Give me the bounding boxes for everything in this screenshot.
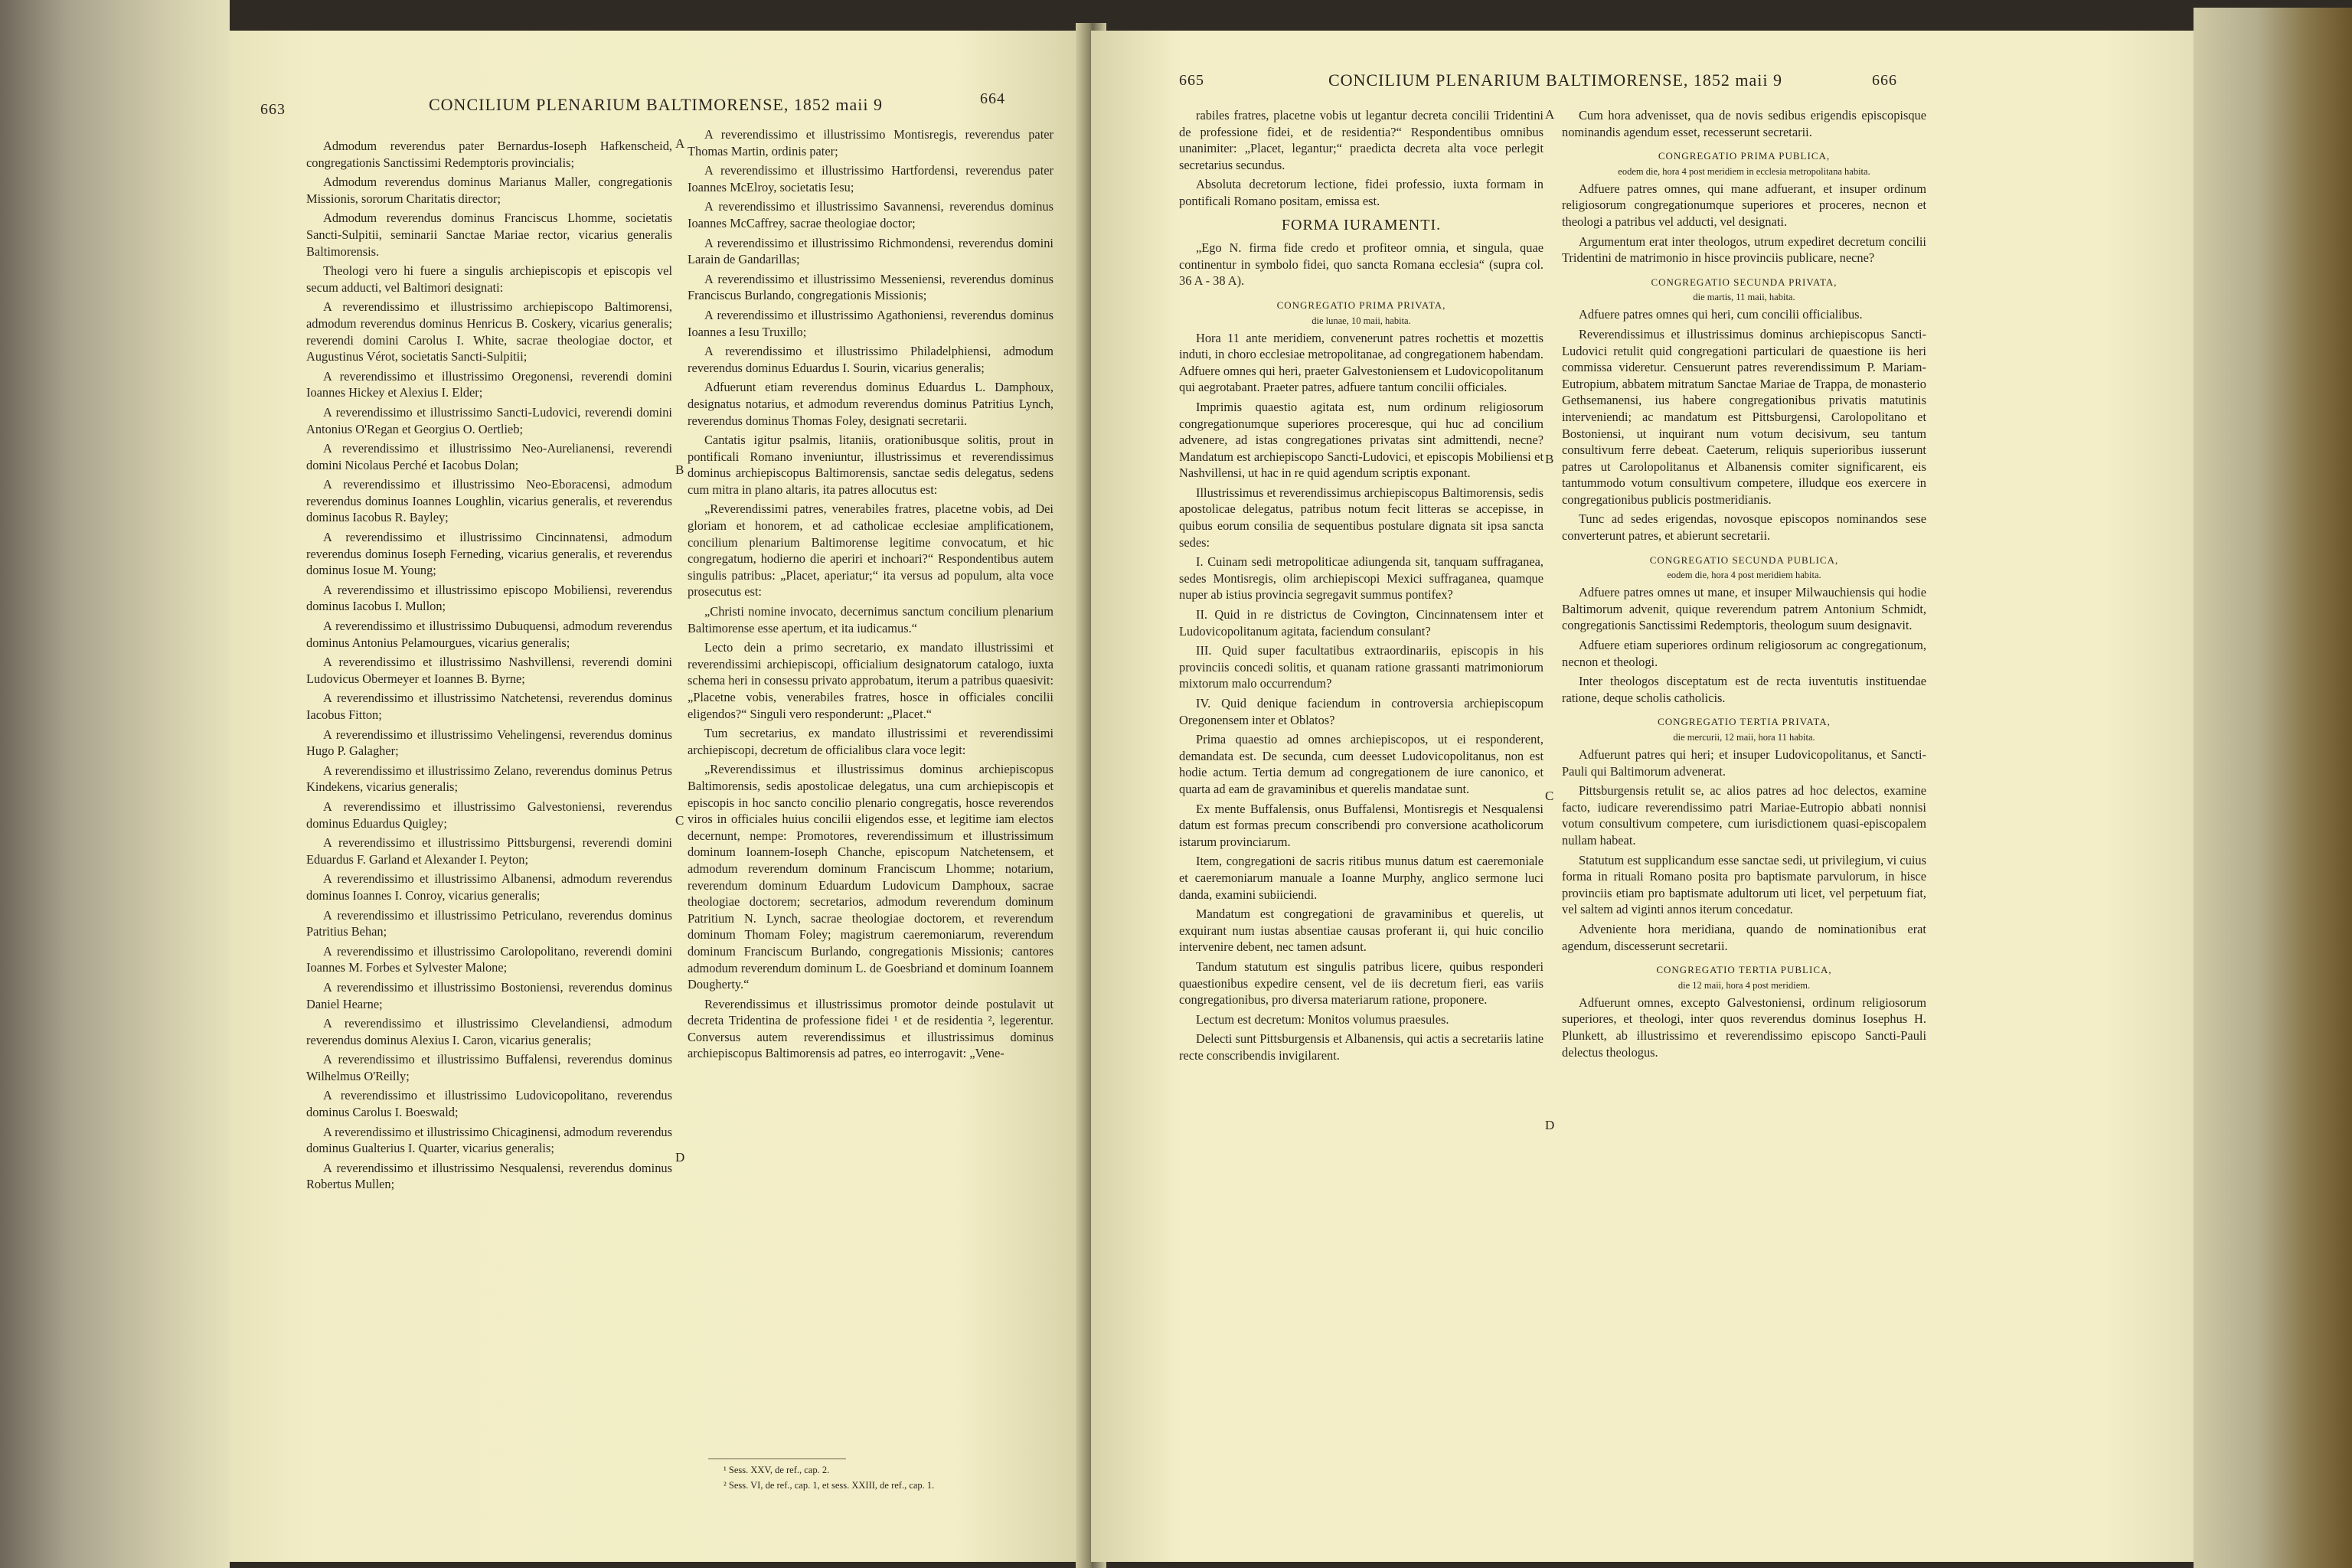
right-page-column-1 bbox=[1179, 107, 1544, 1485]
right-col2-paragraph: Adfuerunt patres qui heri; et insuper Ludovicopolitanus, et Sancti-Pauli qui Baltimorum advenerat. bbox=[1562, 747, 1926, 779]
left-col1-paragraph: A reverendissimo et illustrissimo Chicaginensi, admodum reverendus dominus Gualterius I. Quarter, vicarius generalis; bbox=[306, 1124, 672, 1156]
left-col1-paragraph: A reverendissimo et illustrissimo Natchetensi, reverendus dominus Iacobus Fitton; bbox=[306, 691, 672, 722]
margin-letter-b: B bbox=[675, 462, 684, 477]
left-col1-paragraph: A reverendissimo et illustrissimo Neo-Eboracensi, admodum reverendus dominus Ioannes Loughlin, vicarius generalis, et reverendus dominus Iacobus R. Bayley; bbox=[306, 477, 672, 525]
left-col1-paragraph: A reverendissimo et illustrissimo Galvestoniensi, reverendus dominus Eduardus Quigley; bbox=[306, 799, 672, 831]
margin-letter-c-right: C bbox=[1545, 789, 1554, 803]
left-col2-paragraph: A reverendissimo et illustrissimo Savannensi, reverendus dominus Ioannes McCaffrey, sacrae theologiae doctor; bbox=[688, 199, 1054, 230]
right-header-title: CONCILIUM PLENARIUM BALTIMORENSE, 1852 maii 9 bbox=[1328, 70, 1782, 90]
right-col2-paragraph: Adfuere patres omnes qui heri, cum concilii officialibus. bbox=[1579, 307, 1863, 322]
left-col2-paragraph: Tum secretarius, ex mandato illustrissimi et reverendissimi archiepiscopi, decretum de officialibus clara voce legit: bbox=[688, 726, 1054, 757]
page-number-665: 665 bbox=[1179, 72, 1204, 89]
right-col1-paragraph: I. Cuinam sedi metropoliticae adiungenda sit, tanquam suffraganea, sedes Montisregis, olim archiepiscopi Mexici suffraganea, quamque nuper ab istius provincia segregavit summus pontifex? bbox=[1179, 554, 1544, 603]
margin-letter-a: A bbox=[675, 136, 685, 151]
page-number-666: 666 bbox=[1872, 72, 1897, 89]
right-col1-paragraph: IV. Quid denique faciendum in controversia archiepiscopum Oregonensem inter et Oblatos? bbox=[1179, 696, 1544, 727]
margin-letter-b-right: B bbox=[1545, 452, 1554, 466]
congregation-heading: CONGREGATIO TERTIA PRIVATA, bbox=[1658, 716, 1831, 728]
left-col1-paragraph: A reverendissimo et illustrissimo Vehelingensi, reverendus dominus Hugo P. Galagher; bbox=[306, 727, 672, 759]
right-col2-paragraph: Adfuere patres omnes, qui mane adfuerant, et insuper ordinum religiosorum congregationumque superiores et proceres, necnon et theologi a patribus vel adducti, vel designati. bbox=[1562, 181, 1926, 229]
left-col1-paragraph: Admodum reverendus pater Bernardus-Ioseph Hafkenscheid, congregationis Sanctissimi Redemptoris provincialis; bbox=[306, 139, 672, 170]
left-col1-paragraph: A reverendissimo et illustrissimo Pittsburgensi, reverendi domini Eduardus F. Garland et Alexander I. Peyton; bbox=[306, 835, 672, 867]
congregation-heading: CONGREGATIO SECUNDA PRIVATA, bbox=[1651, 276, 1838, 288]
left-col1-paragraph: A reverendissimo et illustrissimo Clevelandiensi, admodum reverendus dominus Alexius I. Caron, vicarius generalis; bbox=[306, 1016, 672, 1047]
right-col1-paragraph: III. Quid super facultatibus extraordinariis, episcopis in his provinciis concedi solitis, et quanam ratione grassanti matrimoniorum mixtorum malo occurrendum? bbox=[1179, 643, 1544, 691]
left-col2-paragraph: „Christi nomine invocato, decernimus sanctum concilium plenarium Baltimorense esse apertum, et ita iudicamus.“ bbox=[688, 604, 1054, 635]
congregation-heading: CONGREGATIO PRIMA PUBLICA, bbox=[1658, 150, 1831, 162]
margin-letter-a-right: A bbox=[1545, 107, 1555, 122]
left-col1-paragraph: A reverendissimo et illustrissimo Albanensi, admodum reverendus dominus Ioannes I. Conroy, vicarius generalis; bbox=[306, 871, 672, 903]
congregation-date: eodem die, hora 4 post meridiem habita. bbox=[1667, 570, 1821, 581]
congregation-heading: CONGREGATIO PRIMA PRIVATA, bbox=[1276, 299, 1446, 311]
left-col1-paragraph: A reverendissimo et illustrissimo Sancti-Ludovici, reverendi domini Antonius O'Regan et Georgius O. Oertlieb; bbox=[306, 404, 672, 436]
right-col2-paragraph: Adfuere etiam superiores ordinum religiosorum ac congregationum, necnon et theologi. bbox=[1562, 638, 1926, 669]
congregation-date: die 12 maii, hora 4 post meridiem. bbox=[1677, 979, 1811, 991]
left-col2-paragraph: A reverendissimo et illustrissimo Hartfordensi, reverendus pater Ioannes McElroy, societatis Iesu; bbox=[688, 163, 1054, 194]
left-col1-paragraph: A reverendissimo et illustrissimo episcopo Mobiliensi, reverendus dominus Iacobus I. Mullon; bbox=[306, 582, 672, 614]
left-col2-paragraph: A reverendissimo et illustrissimo Richmondensi, reverendus domini Larain de Gandarillas; bbox=[688, 235, 1054, 267]
page-stack-right bbox=[2194, 8, 2352, 1568]
left-col1-paragraph: A reverendissimo et illustrissimo Buffalensi, reverendus dominus Wilhelmus O'Reilly; bbox=[306, 1052, 672, 1083]
left-col2-paragraph: A reverendissimo et illustrissimo Philadelphiensi, admodum reverendus dominus Eduardus I. Sourin, vicarius generalis; bbox=[688, 344, 1054, 375]
left-col2-paragraph: A reverendissimo et illustrissimo Agathoniensi, reverendus dominus Ioannes a Iesu Truxillo; bbox=[688, 307, 1054, 339]
right-col2-paragraph: Tunc ad sedes erigendas, novosque episcopos nominandos sese converterunt patres, et abierunt secretarii. bbox=[1562, 511, 1926, 544]
congregation-date: die mercurii, 12 maii, hora 11 habita. bbox=[1673, 732, 1815, 743]
right-col2-paragraph: Adfuerunt omnes, excepto Galvestoniensi, ordinum religiosorum superiores, et theologi, inter quos reverendus dominus Iosephus H. Plunkett, ab illustrissimo et reverendissimo episcopo Sancti-Pauli delectus theologus. bbox=[1562, 995, 1926, 1060]
right-col2-paragraph: Pittsburgensis retulit se, ac alios patres ad hoc delectos, examine facto, iudicare reverendissimo patri Mariae-Eutropio abbati nonnisi votum consultivum competere, cum iurisdictionem quasi-episcopalem nullam habeat. bbox=[1562, 783, 1926, 848]
footnote-2: ² Sess. VI, de ref., cap. 1, et sess. XXIII, de ref., cap. 1. bbox=[724, 1480, 935, 1491]
left-col1-paragraph: A reverendissimo et illustrissimo Neo-Aurelianensi, reverendi domini Nicolaus Perché et Iacobus Dolan; bbox=[306, 441, 672, 472]
left-col1-paragraph: A reverendissimo et illustrissimo Petriculano, reverendus dominus Patritius Behan; bbox=[306, 907, 672, 939]
right-running-head bbox=[1179, 70, 1906, 101]
page-number-664: 664 bbox=[980, 90, 1005, 107]
right-col1-paragraph: Hora 11 ante meridiem, convenerunt patres rochettis et mozettis induti, in choro ecclesiae metropolitanae, ad congregationem habendam. Adfuere omnes qui heri, praeter Galvestoniensem et Ludovicopolitanum qui aegrotabant. Praeter patres, adfuere tantum concilii officiales. bbox=[1179, 330, 1544, 395]
margin-letter-d: D bbox=[675, 1150, 685, 1165]
section-heading: FORMA IURAMENTI. bbox=[1281, 216, 1442, 234]
left-col1-paragraph: A reverendissimo et illustrissimo archiepiscopo Baltimorensi, admodum reverendus dominus Henricus B. Coskery, vicarius generalis; reverendi domini Carolus I. White, sacrae theologiae doctor, et Augustinus Vérot, societatis Sancti-Sulpitii; bbox=[306, 299, 672, 364]
left-col1-paragraph: A reverendissimo et illustrissimo Nesqualensi, reverendus dominus Robertus Mullen; bbox=[306, 1160, 672, 1192]
congregation-date: eodem die, hora 4 post meridiem in ecclesia metropolitana habita. bbox=[1618, 165, 1870, 177]
right-col2-paragraph: Adfuere patres omnes ut mane, et insuper Milwauchiensis qui hodie Baltimorum advenit, quique reverendum patrem Antonium Schmidt, congregationis Sanctissimi Redemptoris, theologum suum designavit. bbox=[1562, 585, 1926, 633]
right-col1-paragraph: Mandatum est congregationi de gravaminibus et querelis, ut exquirant num iustas absentiae causas proferant ii, qui huic concilio intervenire debent, nec tamen adsunt. bbox=[1179, 906, 1544, 955]
left-col2-paragraph: A reverendissimo et illustrissimo Messeniensi, reverendus dominus Franciscus Burlando, congregationis Missionis; bbox=[688, 271, 1054, 303]
right-col2-paragraph: Cum hora advenisset, qua de novis sedibus erigendis episcopisque nominandis agendum esset, recesserunt secretarii. bbox=[1562, 108, 1926, 139]
right-col2-paragraph: Inter theologos disceptatum est de recta iuventutis instituendae ratione, deque scholis catholicis. bbox=[1562, 674, 1926, 705]
margin-letter-c: C bbox=[675, 813, 684, 828]
right-col2-paragraph: Reverendissimus et illustrissimus dominus archiepiscopus Sancti-Ludovici retulit quid congregationi particulari de quaestione iis heri commissa videretur. Censuerunt patres reverendissimum P. Mariam-Eutropium, abbatem mitratum Sanctae Mariae de Trappa, de monasterio Gethsemanensi, ius habere congregationibus privatis matutinis interveniendi; ac mandatum est Pittsburgensi, Carolopolitano et Bostoniensi, ut inquirant num votum decisivum, seu tantum consultivum ferre debeat. Caeterum, reliquis superioribus iusserunt patres ut Carolopolitanus et Albanensis comiter significarent, eis tantummodo votum consultivum competere, illudque eos exercere in congregationibus publicis postmeridianis. bbox=[1562, 326, 1926, 507]
right-col1-paragraph: Item, congregationi de sacris ritibus munus datum est caeremoniale et caeremoniarum manuale a Ioanne Murphy, anglico sermone luci danda, examini subiiciendi. bbox=[1179, 854, 1544, 902]
left-col1-paragraph: Admodum reverendus dominus Marianus Maller, congregationis Missionis, sororum Charitatis director; bbox=[306, 175, 672, 206]
left-col1-paragraph: A reverendissimo et illustrissimo Cincinnatensi, admodum reverendus dominus Ioseph Ferneding, vicarius generalis, et reverendus dominus Iosue M. Young; bbox=[306, 530, 672, 578]
left-col1-paragraph: A reverendissimo et illustrissimo Zelano, reverendus dominus Petrus Kindekens, vicarius generalis; bbox=[306, 763, 672, 795]
left-page-column-1 bbox=[306, 138, 672, 1501]
left-running-head bbox=[260, 90, 1049, 121]
left-col2-paragraph: „Reverendissimi patres, venerabiles fratres, placetne vobis, ad Dei gloriam et honorem, et ad catholicae ecclesiae amplificationem, concilium plenarium Baltimorense legitime convocatum, et hic congregatum, hodierno die aperiri et inchoari?“ Respondentibus autem singulis patribus: „Placet, aperiatur;“ ita versus ad populum, alta voce prosecutus est: bbox=[688, 501, 1054, 599]
right-col1-paragraph: Lectum est decretum: Monitos volumus praesules. bbox=[1196, 1011, 1449, 1027]
right-col1-paragraph: Ex mente Buffalensis, onus Buffalensi, Montisregis et Nesqualensi datum est formas precum conscribendi pro conversione acatholicorum istarum provinciarum. bbox=[1179, 801, 1544, 849]
left-col2-paragraph: Cantatis igitur psalmis, litaniis, orationibusque solitis, prout in pontificali Romano inveniuntur, illustrissimus et reverendissimus dominus archiepiscopus Baltimorensis, sanctae sedis delegatus, sedens cum mitra in plano altaris, ita patres allocutus est: bbox=[688, 433, 1054, 497]
right-col1-paragraph: II. Quid in re districtus de Covington, Cincinnatensem inter et Ludovicopolitanum agitata, faciendum consulant? bbox=[1179, 607, 1544, 639]
footnote-1: ¹ Sess. XXV, de ref., cap. 2. bbox=[724, 1465, 830, 1475]
right-col1-paragraph: Tandum statutum est singulis patribus licere, quibus responderi quaestionibus expedire censent, vel de iis decretum fieri, eas variis congregationibus, pro diversa materiarum ratione, proponere. bbox=[1179, 959, 1544, 1008]
congregation-heading: CONGREGATIO TERTIA PUBLICA, bbox=[1656, 964, 1832, 976]
left-col1-paragraph: A reverendissimo et illustrissimo Oregonensi, reverendi domini Ioannes Hickey et Alexius I. Elder; bbox=[306, 368, 672, 400]
right-col1-paragraph: Delecti sunt Pittsburgensis et Albanensis, qui actis a secretariis latine recte conscribendis invigilarent. bbox=[1179, 1031, 1544, 1063]
left-col2-paragraph: „Reverendissimus et illustrissimus dominus archiepiscopus Baltimorensis, sedis apostolicae delegatus, una cum archiepiscopis et episcopis in hoc sancto concilio plenario congregatis, hosce reverendos viros in officiales huius concilii eligendos esse, et legitime iam electos decernunt, nempe: Promotores, reverendissimum et illustrissimum dominum Ioannem-Ioseph Chanche, episcopum Natchetensem, et admodum reverendum dominum Franciscum Lhomme; notarium, reverendum dominum Eduardum Ludovicum Damphoux, sacrae theologiae doctorem; secretarios, admodum reverendum dominum Patritium N. Lynch, sacrae theologiae doctorem, et reverendum dominum Thomam Foley; magistrum caeremoniarum, reverendum dominum Franciscum Burlando, congregationis Missionis; cantores admodum reverendum dominum L. de Goesbriand et dominum Ioannem Dougherty.“ bbox=[688, 762, 1054, 992]
left-page-column-2 bbox=[688, 126, 1054, 1459]
left-col1-paragraph: Admodum reverendus dominus Franciscus Lhomme, societatis Sancti-Sulpitii, seminarii Sanctae Mariae rector, vicarius generalis Baltimorensis. bbox=[306, 211, 672, 259]
left-col2-paragraph: Adfuerunt etiam reverendus dominus Eduardus L. Damphoux, designatus notarius, et admodum reverendus dominus Patritius Lynch, reverendus dominus Thomas Foley, designati secretarii. bbox=[688, 380, 1054, 428]
congregation-date: die lunae, 10 maii, habita. bbox=[1312, 315, 1411, 326]
right-col1-paragraph: Imprimis quaestio agitata est, num ordinum religiosorum congregationumque superiores proceresque, qui huc ad concilium advenere, ad istas congregationes privatas sint admittendi, necne? Mandatum est archiepiscopo Sancti-Ludovici, et episcopis Mobiliensi et Nashvillensi, ut hac in re quid agendum scriptis exponant. bbox=[1179, 399, 1544, 481]
margin-letter-d-right: D bbox=[1545, 1118, 1555, 1132]
right-col1-paragraph: „Ego N. firma fide credo et profiteor omnia, et singula, quae continentur in symbolo fidei, quo sancta Romana ecclesia“ (supra col. 36 A - 38 A). bbox=[1179, 240, 1544, 289]
left-header-title: CONCILIUM PLENARIUM BALTIMORENSE, 1852 maii 9 bbox=[429, 95, 883, 114]
right-col1-paragraph: Absoluta decretorum lectione, fidei professio, iuxta formam in pontificali Romano positam, emissa est. bbox=[1179, 177, 1544, 208]
right-col2-paragraph: Statutum est supplicandum esse sanctae sedi, ut privilegium, vi cuius forma in rituali Romano posita pro baptismate parvulorum, in hisce provinciis etiam pro baptismate adultorum uti licet, vel perpetuum fiat, vel saltem ad viginti annos iterum concedatur. bbox=[1562, 852, 1926, 917]
left-col2-paragraph: A reverendissimo et illustrissimo Montisregis, reverendus pater Thomas Martin, ordinis pater; bbox=[688, 127, 1054, 158]
right-page-column-2 bbox=[1562, 107, 1926, 1485]
right-col2-paragraph: Adveniente hora meridiana, quando de nominationibus erat agendum, discesserunt secretarii. bbox=[1562, 921, 1926, 953]
right-col2-paragraph: Argumentum erat inter theologos, utrum expediret decretum concilii Tridentini de matrimonio in hisce provinciis publicare, necne? bbox=[1562, 234, 1926, 266]
left-col1-paragraph: A reverendissimo et illustrissimo Bostoniensi, reverendus dominus Daniel Hearne; bbox=[306, 979, 672, 1011]
left-col1-paragraph: Theologi vero hi fuere a singulis archiepiscopis et episcopis vel secum adducti, vel Baltimori designati: bbox=[306, 263, 672, 295]
left-col1-paragraph: A reverendissimo et illustrissimo Dubuquensi, admodum reverendus dominus Antonius Pelamourgues, vicarius generalis; bbox=[306, 619, 672, 650]
congregation-heading: CONGREGATIO SECUNDA PUBLICA, bbox=[1649, 554, 1839, 566]
congregation-date: die martis, 11 maii, habita. bbox=[1693, 292, 1795, 303]
right-col1-paragraph: rabiles fratres, placetne vobis ut legantur decreta concilii Tridentini de professione fidei, et de residentia?“ Respondentibus omnibus unanimiter: „Placet, legantur;“ praedicta decreta alta voce perlegit secretarius secundus. bbox=[1179, 108, 1544, 172]
left-col1-paragraph: A reverendissimo et illustrissimo Nashvillensi, reverendi domini Ludovicus Obermeyer et Ioannes B. Byrne; bbox=[306, 655, 672, 686]
left-col2-paragraph: Lecto dein a primo secretario, ex mandato illustrissimi et reverendissimi archiepiscopi, officialium designatorum catalogo, iuxta schema heri in consessu privato approbatum, iterum a patribus quaesivit: „Placetne vobis, venerabiles fratres, hosce in officiales concilii eligendos?“ Singuli vero responderunt: „Placet.“ bbox=[688, 640, 1054, 721]
left-col2-paragraph: Reverendissimus et illustrissimus promotor deinde postulavit ut decreta Tridentina de professione fidei ¹ et de residentia ², legerentur. Conversus autem reverendissimus et illustrissimus dominus archiepiscopus Baltimorensis ad patres, eo interrogavit: „Vene- bbox=[688, 996, 1054, 1061]
right-col1-paragraph: Prima quaestio ad omnes archiepiscopos, ut ei responderent, demandata est. De secunda, cum deesset Ludovicopolitanus, non est hodie actum. Tertia demum ad congregationem de iure canonico, et quarta ad eam de gravaminibus et querelis mandatae sunt. bbox=[1179, 732, 1544, 796]
left-col1-paragraph: A reverendissimo et illustrissimo Carolopolitano, reverendi domini Ioannes M. Forbes et Sylvester Malone; bbox=[306, 943, 672, 975]
page-number-663: 663 bbox=[260, 101, 286, 118]
right-col1-paragraph: Illustrissimus et reverendissimus archiepiscopus Baltimorensis, sedis apostolicae delegatus, patribus notum fecit litteras se accepisse, in quibus eorum consilia de sequentibus postulare dignata sit ipsa sancta sedes: bbox=[1179, 485, 1544, 550]
page-stack-left bbox=[0, 0, 230, 1568]
left-col1-paragraph: A reverendissimo et illustrissimo Ludovicopolitano, reverendus dominus Carolus I. Boeswald; bbox=[306, 1088, 672, 1120]
